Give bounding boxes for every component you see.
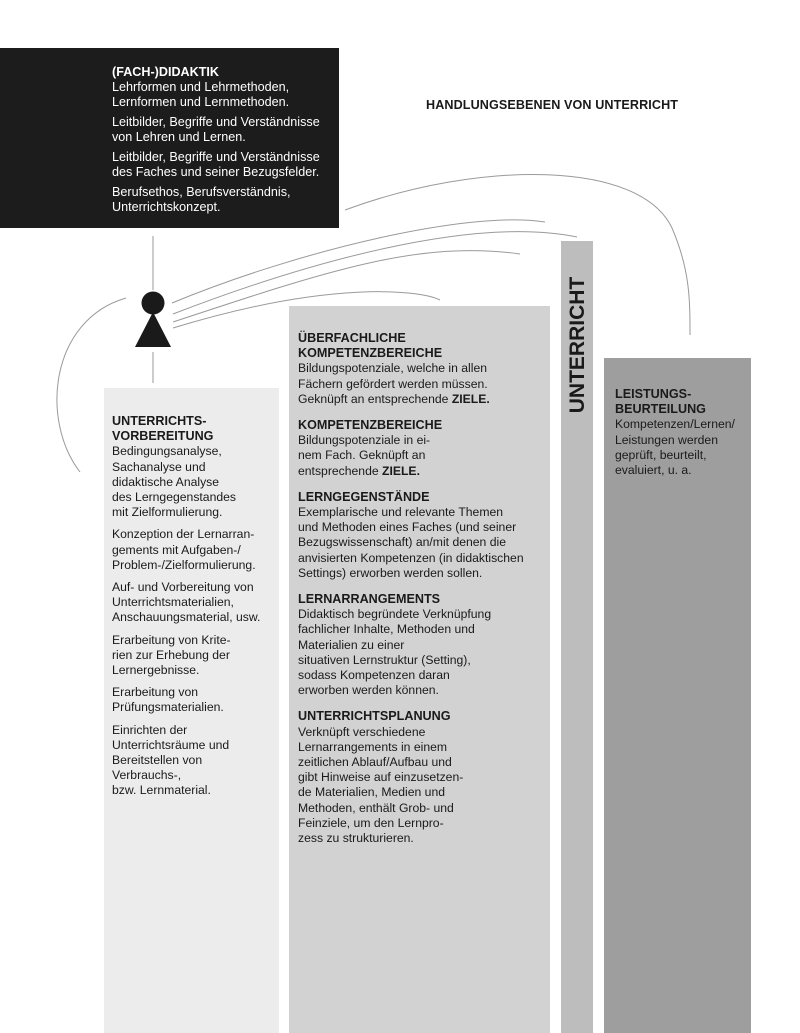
line: Lernergebnisse. xyxy=(112,663,200,678)
line: Unterrichtsräume und xyxy=(112,737,230,752)
line: mit Zielformulierung. xyxy=(112,505,223,520)
line: Bereitstellen von xyxy=(112,753,203,768)
line: gibt Hinweise auf einzusetzen- xyxy=(298,770,464,785)
line-text: Geknüpft an entsprechende xyxy=(298,391,452,406)
line: anvisierten Kompetenzen (in didaktischen xyxy=(298,550,524,565)
section-lerngegenstaende xyxy=(298,490,546,581)
didaktik-item: Leitbilder, Begriffe und Verständnisse von Lehren und Lernen. xyxy=(112,115,320,144)
line: Lernarrangements in einem xyxy=(298,739,448,754)
line: Verbrauchs-, xyxy=(112,768,182,783)
line: Bezugswissenschaft) an/mit denen die xyxy=(298,535,506,550)
diagram-heading: HANDLUNGSEBENEN VON UNTERRICHT xyxy=(426,98,679,112)
line: Sachanalyse und xyxy=(112,459,206,474)
line: situativen Lernstruktur (Setting), xyxy=(298,652,471,667)
line: Feinziele, um den Lernpro- xyxy=(298,815,444,830)
line: Einrichten der xyxy=(112,722,188,737)
vorbereitung-column xyxy=(104,388,279,1033)
vorbereitung-item xyxy=(112,527,273,573)
line: Didaktisch begründete Verknüpfung xyxy=(298,607,492,622)
line: Erarbeitung von xyxy=(112,685,199,700)
line: Kompetenzen/Lernen/ xyxy=(615,417,735,432)
line: und Methoden eines Faches (und seiner xyxy=(298,520,517,535)
didaktik-item: Berufsethos, Berufsverständnis, Unterrichtskonzept. xyxy=(112,185,291,214)
vorbereitung-item xyxy=(112,580,273,626)
line xyxy=(298,464,546,479)
line: gements mit Aufgaben-/ xyxy=(112,542,241,557)
section-ueberfachlich xyxy=(298,331,546,407)
ziele-emphasis: ZIELE. xyxy=(451,391,490,406)
section-title: KOMPETENZBEREICHE xyxy=(298,346,443,361)
unterricht-label: UNTERRICHT xyxy=(566,276,589,414)
line-text: entsprechende xyxy=(298,463,383,478)
line: Anschauungsmaterial, usw. xyxy=(112,610,261,625)
line: Exemplarische und relevante Themen xyxy=(298,505,504,520)
line: des Lerngegenstandes xyxy=(112,490,237,505)
line: Prüfungsmaterialien. xyxy=(112,700,224,715)
line: Fächern gefördert werden müssen. xyxy=(298,376,488,391)
didaktik-item: Lehrformen und Lehrmethoden, Lernformen und Lernmethoden. xyxy=(112,80,290,109)
leistung-title-2: BEURTEILUNG xyxy=(615,402,706,417)
didaktik-title: (FACH-)DIDAKTIK xyxy=(112,65,220,79)
line: bzw. Lernmaterial. xyxy=(112,783,211,798)
leistung-title-1: LEISTUNGS- xyxy=(615,387,692,401)
section-planung xyxy=(298,709,546,846)
line: Materialien zu einer xyxy=(298,637,405,652)
line: Problem-/Zielformulierung. xyxy=(112,557,256,572)
section-lernarrangements xyxy=(298,592,546,698)
line: evaluiert, u. a. xyxy=(615,463,692,478)
line: Leistungen werden xyxy=(615,432,718,447)
didaktik-item: Leitbilder, Begriffe und Verständnisse des Faches und seiner Bezugsfelder. xyxy=(112,150,320,179)
line: Bildungspotenziale, welche in allen xyxy=(298,361,488,376)
line: rien zur Erhebung der xyxy=(112,647,230,662)
line: zeitlichen Ablauf/Aufbau und xyxy=(298,755,452,770)
line: sodass Kompetenzen daran xyxy=(298,668,450,683)
section-title: ÜBERFACHLICHE xyxy=(298,331,406,345)
line: Settings) erworben werden sollen. xyxy=(298,565,483,580)
line: Methoden, enthält Grob- und xyxy=(298,800,454,815)
vorbereitung-intro xyxy=(112,444,273,520)
line: geprüft, beurteilt, xyxy=(615,447,707,462)
line: Unterrichtsmaterialien, xyxy=(112,595,234,610)
line xyxy=(298,392,546,407)
person-pawn-icon xyxy=(135,292,171,348)
line: nem Fach. Geknüpft an xyxy=(298,448,426,463)
section-title: KOMPETENZBEREICHE xyxy=(298,418,443,433)
ebenen-column xyxy=(289,306,550,1033)
line: Bildungspotenziale in ei- xyxy=(298,433,431,448)
leistung-column xyxy=(604,358,751,1033)
didaktik-box xyxy=(0,48,339,228)
section-title: LERNGEGENSTÄNDE xyxy=(298,489,430,504)
vorbereitung-title-2: VORBEREITUNG xyxy=(112,429,214,444)
section-title: UNTERRICHTSPLANUNG xyxy=(298,709,451,724)
line: de Materialien, Medien und xyxy=(298,785,446,800)
section-kompetenz xyxy=(298,418,546,479)
line: fachlicher Inhalte, Methoden und xyxy=(298,622,475,637)
line: Konzeption der Lernarran- xyxy=(112,527,255,542)
line: Erarbeitung von Krite- xyxy=(112,632,231,647)
line: Auf- und Vorbereitung von xyxy=(112,580,254,595)
line: zess zu strukturieren. xyxy=(298,831,414,846)
section-title: LERNARRANGEMENTS xyxy=(298,592,441,607)
vorbereitung-item xyxy=(112,685,273,715)
vorbereitung-item xyxy=(112,723,273,799)
ziele-emphasis: ZIELE. xyxy=(382,463,420,478)
vorbereitung-item xyxy=(112,633,273,679)
line: didaktische Analyse xyxy=(112,474,220,489)
line: erworben werden können. xyxy=(298,683,439,698)
line: Bedingungsanalyse, xyxy=(112,444,222,459)
vorbereitung-title-1: UNTERRICHTS- xyxy=(112,414,207,428)
line: Verknüpft verschiedene xyxy=(298,724,426,739)
